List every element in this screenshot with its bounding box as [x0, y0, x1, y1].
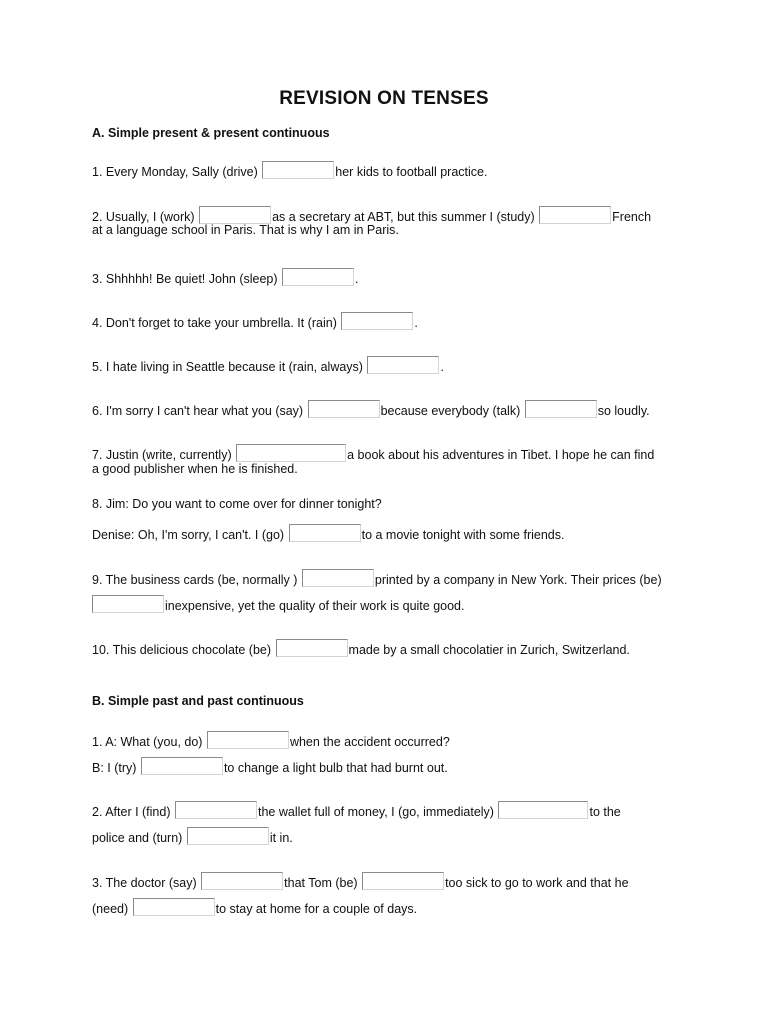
exercise-text: printed by a company in New York. Their prices (be) — [374, 573, 662, 587]
exercise-text: at a language school in Paris. That is why I am in Paris. — [92, 223, 399, 237]
exercise-text: when the accident occurred? — [289, 735, 450, 749]
exercise-text: 10. This delicious chocolate (be) — [92, 643, 272, 657]
answer-input[interactable] — [92, 595, 164, 613]
exercise-text: police and (turn) — [92, 831, 183, 845]
answer-input[interactable] — [199, 206, 271, 224]
exercise-b3-continued — [92, 898, 680, 917]
exercise-text: to the — [589, 805, 621, 819]
exercise-a7 — [92, 444, 680, 463]
exercise-a3 — [92, 268, 680, 287]
exercise-a2-continued — [92, 223, 680, 238]
exercise-text: 3. Shhhhh! Be quiet! John (sleep) — [92, 272, 278, 286]
exercise-text: 6. I'm sorry I can't hear what you (say) — [92, 404, 304, 418]
exercise-text: it in. — [269, 831, 293, 845]
exercise-text: 1. A: What (you, do) — [92, 735, 203, 749]
answer-input[interactable] — [539, 206, 611, 224]
exercise-text: a good publisher when he is finished. — [92, 462, 298, 476]
exercise-a9 — [92, 569, 680, 588]
answer-input[interactable] — [362, 872, 444, 890]
exercise-a1 — [92, 161, 680, 180]
exercise-text: to change a light bulb that had burnt out. — [223, 761, 448, 775]
exercise-b2-continued — [92, 827, 680, 846]
answer-input[interactable] — [302, 569, 374, 587]
exercise-text: that Tom (be) — [284, 876, 358, 890]
answer-input[interactable] — [341, 312, 413, 330]
exercise-text: 4. Don't forget to take your umbrella. It (rain) — [92, 316, 337, 330]
exercise-a8-continued — [92, 524, 680, 543]
page-title: REVISION ON TENSES — [279, 88, 489, 109]
exercise-a9-continued — [92, 595, 680, 614]
exercise-text: Denise: Oh, I'm sorry, I can't. I (go) — [92, 528, 285, 542]
exercise-text: inexpensive, yet the quality of their work is quite good. — [165, 599, 465, 613]
exercise-text: (need) — [92, 902, 129, 916]
answer-input[interactable] — [236, 444, 346, 462]
answer-input[interactable] — [367, 356, 439, 374]
answer-input[interactable] — [207, 731, 289, 749]
exercise-text: 5. I hate living in Seattle because it (rain, always) — [92, 360, 363, 374]
answer-input[interactable] — [133, 898, 215, 916]
exercise-text: 2. After I (find) — [92, 805, 171, 819]
exercise-b3 — [92, 872, 680, 891]
answer-input[interactable] — [498, 801, 588, 819]
exercise-a7-continued — [92, 462, 680, 477]
answer-input[interactable] — [141, 757, 223, 775]
exercise-text: to a movie tonight with some friends. — [361, 528, 565, 542]
exercise-text: a book about his adventures in Tibet. I hope he can find — [347, 448, 655, 462]
exercise-text: the wallet full of money, I (go, immediately) — [258, 805, 494, 819]
exercise-b2 — [92, 801, 680, 820]
exercise-text: too sick to go to work and that he — [445, 876, 629, 890]
answer-input[interactable] — [308, 400, 380, 418]
exercise-text: . — [440, 360, 444, 374]
exercise-text: 3. The doctor (say) — [92, 876, 197, 890]
answer-input[interactable] — [262, 161, 334, 179]
exercise-text: 8. Jim: Do you want to come over for dinner tonight? — [92, 497, 382, 511]
section-a-heading: A. Simple present & present continuous — [92, 126, 330, 140]
answer-input[interactable] — [201, 872, 283, 890]
exercise-text: as a secretary at ABT, but this summer I (study) — [272, 210, 535, 224]
answer-input[interactable] — [525, 400, 597, 418]
exercise-text: B: I (try) — [92, 761, 137, 775]
exercise-text: French — [612, 210, 652, 224]
exercise-a10 — [92, 639, 680, 658]
exercise-a5 — [92, 356, 680, 375]
answer-input[interactable] — [276, 639, 348, 657]
exercise-text: her kids to football practice. — [335, 165, 488, 179]
exercise-text: 2. Usually, I (work) — [92, 210, 195, 224]
exercise-b1 — [92, 731, 680, 750]
exercise-text: . — [414, 316, 418, 330]
exercise-text: 1. Every Monday, Sally (drive) — [92, 165, 258, 179]
exercise-text: 9. The business cards (be, normally ) — [92, 573, 298, 587]
exercise-text: made by a small chocolatier in Zurich, Switzerland. — [348, 643, 630, 657]
exercise-text: . — [355, 272, 359, 286]
exercise-text: because everybody (talk) — [380, 404, 521, 418]
answer-input[interactable] — [282, 268, 354, 286]
section-b-heading: B. Simple past and past continuous — [92, 694, 304, 708]
exercise-a4 — [92, 312, 680, 331]
exercise-text: to stay at home for a couple of days. — [215, 902, 418, 916]
exercise-a8 — [92, 497, 680, 512]
exercise-b1-continued — [92, 757, 680, 776]
answer-input[interactable] — [187, 827, 269, 845]
exercise-text: so loudly. — [597, 404, 650, 418]
exercise-a6 — [92, 400, 680, 419]
exercise-text: 7. Justin (write, currently) — [92, 448, 232, 462]
answer-input[interactable] — [175, 801, 257, 819]
answer-input[interactable] — [289, 524, 361, 542]
